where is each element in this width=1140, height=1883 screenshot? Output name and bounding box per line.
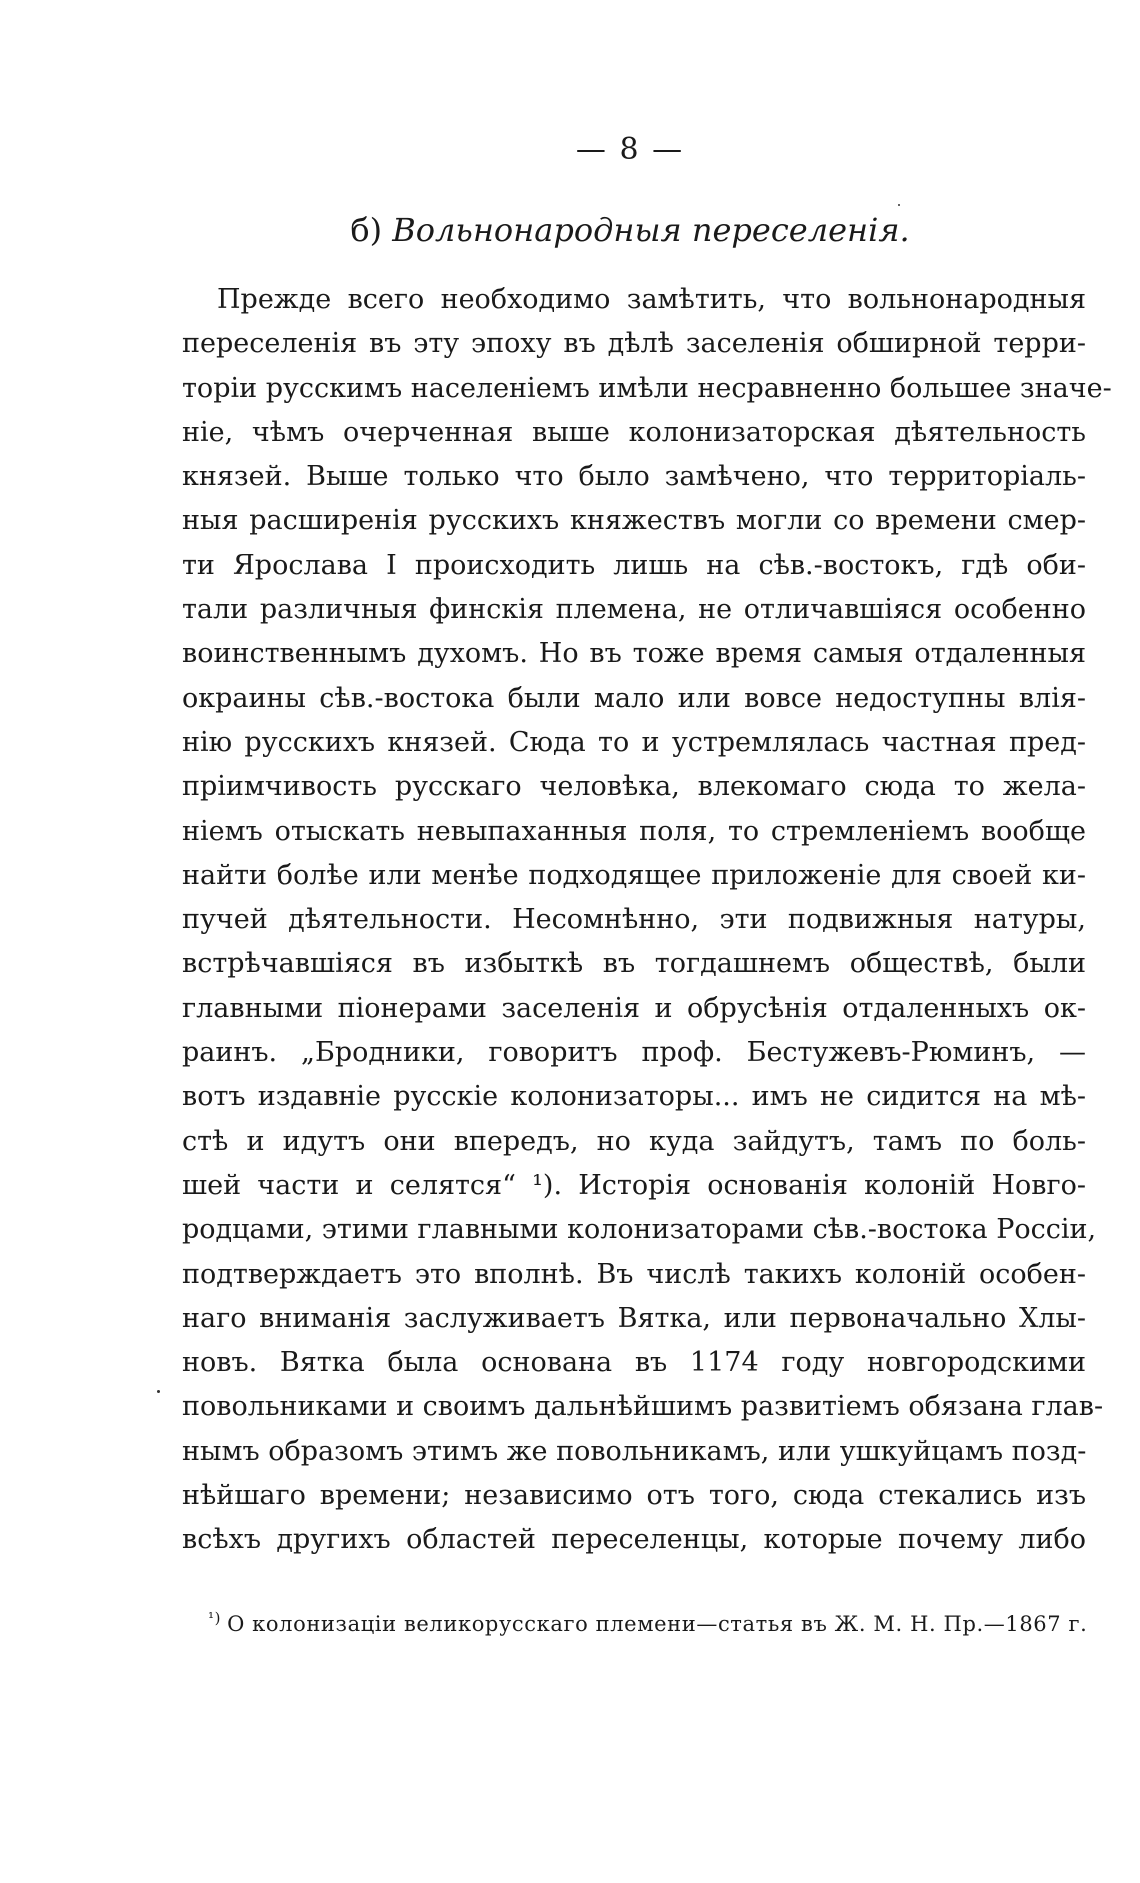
text-line: нію русскихъ князей. Сюда то и устремлялась частная пред- bbox=[182, 726, 1086, 758]
scan-speck bbox=[898, 204, 900, 206]
text-line: раинъ. „Бродники, говоритъ проф. Бестужевъ-Рюминъ, — bbox=[182, 1037, 1086, 1069]
footnote bbox=[208, 1609, 1088, 1636]
section-heading bbox=[60, 211, 1140, 249]
text-line: встрѣчавшіяся въ избыткѣ въ тогдашнемъ обществѣ, были bbox=[182, 948, 1086, 980]
text-line: торіи русскимъ населеніемъ имѣли несравненно большее значе- bbox=[182, 372, 1112, 404]
scan-speck bbox=[157, 1390, 160, 1393]
text-line: найти болѣе или менѣе подходящее приложеніе для своей ки- bbox=[182, 859, 1086, 891]
text-line: родцами, этими главными колонизаторами сѣв.-востока Россіи, bbox=[182, 1214, 1097, 1246]
text-line: нымъ образомъ этимъ же повольникамъ, или ушкуйцамъ позд- bbox=[182, 1435, 1087, 1467]
text-line: ныя расширенія русскихъ княжествъ могли со времени смер- bbox=[182, 505, 1086, 537]
section-title: Вольнонародныя переселенія. bbox=[392, 211, 910, 249]
text-line: наго вниманія заслуживаетъ Вятка, или первоначально Хлы- bbox=[182, 1302, 1086, 1334]
text-line: вотъ издавніе русскіе колонизаторы... имъ не сидится на мѣ- bbox=[182, 1081, 1086, 1113]
text-line: шей части и селятся“ ¹). Исторія основанія колоній Новго- bbox=[182, 1169, 1086, 1201]
text-line: стѣ и идутъ они впередъ, но куда зайдутъ, тамъ по боль- bbox=[182, 1125, 1086, 1157]
page-number: — 8 — bbox=[575, 132, 685, 167]
text-line: повольниками и своимъ дальнѣйшимъ развитіемъ обязана глав- bbox=[182, 1391, 1104, 1423]
text-line: ніемъ отыскать невыпаханныя поля, то стремленіемъ вообще bbox=[182, 815, 1086, 847]
footnote-text: О колонизаціи великорусскаго племени—статья въ Ж. М. Н. Пр.—1867 г. bbox=[227, 1612, 1088, 1636]
text-line: переселенія въ эту эпоху въ дѣлѣ заселенія обширной терри- bbox=[182, 328, 1086, 360]
text-line: Прежде всего необходимо замѣтить, что вольнонародныя bbox=[217, 284, 1086, 315]
text-line: ти Ярослава I происходить лишь на сѣв.-востокъ, гдѣ оби- bbox=[182, 549, 1086, 581]
text-line: нѣйшаго времени; независимо отъ того, сюда стекались изъ bbox=[182, 1480, 1086, 1512]
text-line: новъ. Вятка была основана въ 1174 году новгородскими bbox=[182, 1347, 1086, 1379]
text-line: пучей дѣятельности. Несомнѣнно, эти подвижныя натуры, bbox=[182, 904, 1086, 936]
text-line: ніе, чѣмъ очерченная выше колонизаторская дѣятельность bbox=[182, 416, 1086, 448]
text-line: всѣхъ другихъ областей переселенцы, которые почему либо bbox=[182, 1524, 1086, 1556]
text-line: воинственнымъ духомъ. Но въ тоже время самыя отдаленныя bbox=[182, 638, 1086, 670]
text-line: окраины сѣв.-востока были мало или вовсе недоступны влія- bbox=[182, 682, 1086, 714]
text-line: тали различныя финскія племена, не отличавшіяся особенно bbox=[182, 594, 1086, 626]
footnote-marker: ¹) bbox=[208, 1609, 222, 1627]
text-line: князей. Выше только что было замѣчено, что территоріаль- bbox=[182, 461, 1086, 493]
section-letter: б) bbox=[350, 211, 383, 249]
text-line: пріимчивость русскаго человѣка, влекомаго сюда то жела- bbox=[182, 771, 1086, 803]
body-paragraph bbox=[182, 278, 1112, 1563]
text-line: главными піонерами заселенія и обрусѣнія отдаленныхъ ок- bbox=[182, 992, 1086, 1024]
text-line: подтверждаетъ это вполнѣ. Въ числѣ такихъ колоній особен- bbox=[182, 1258, 1086, 1290]
